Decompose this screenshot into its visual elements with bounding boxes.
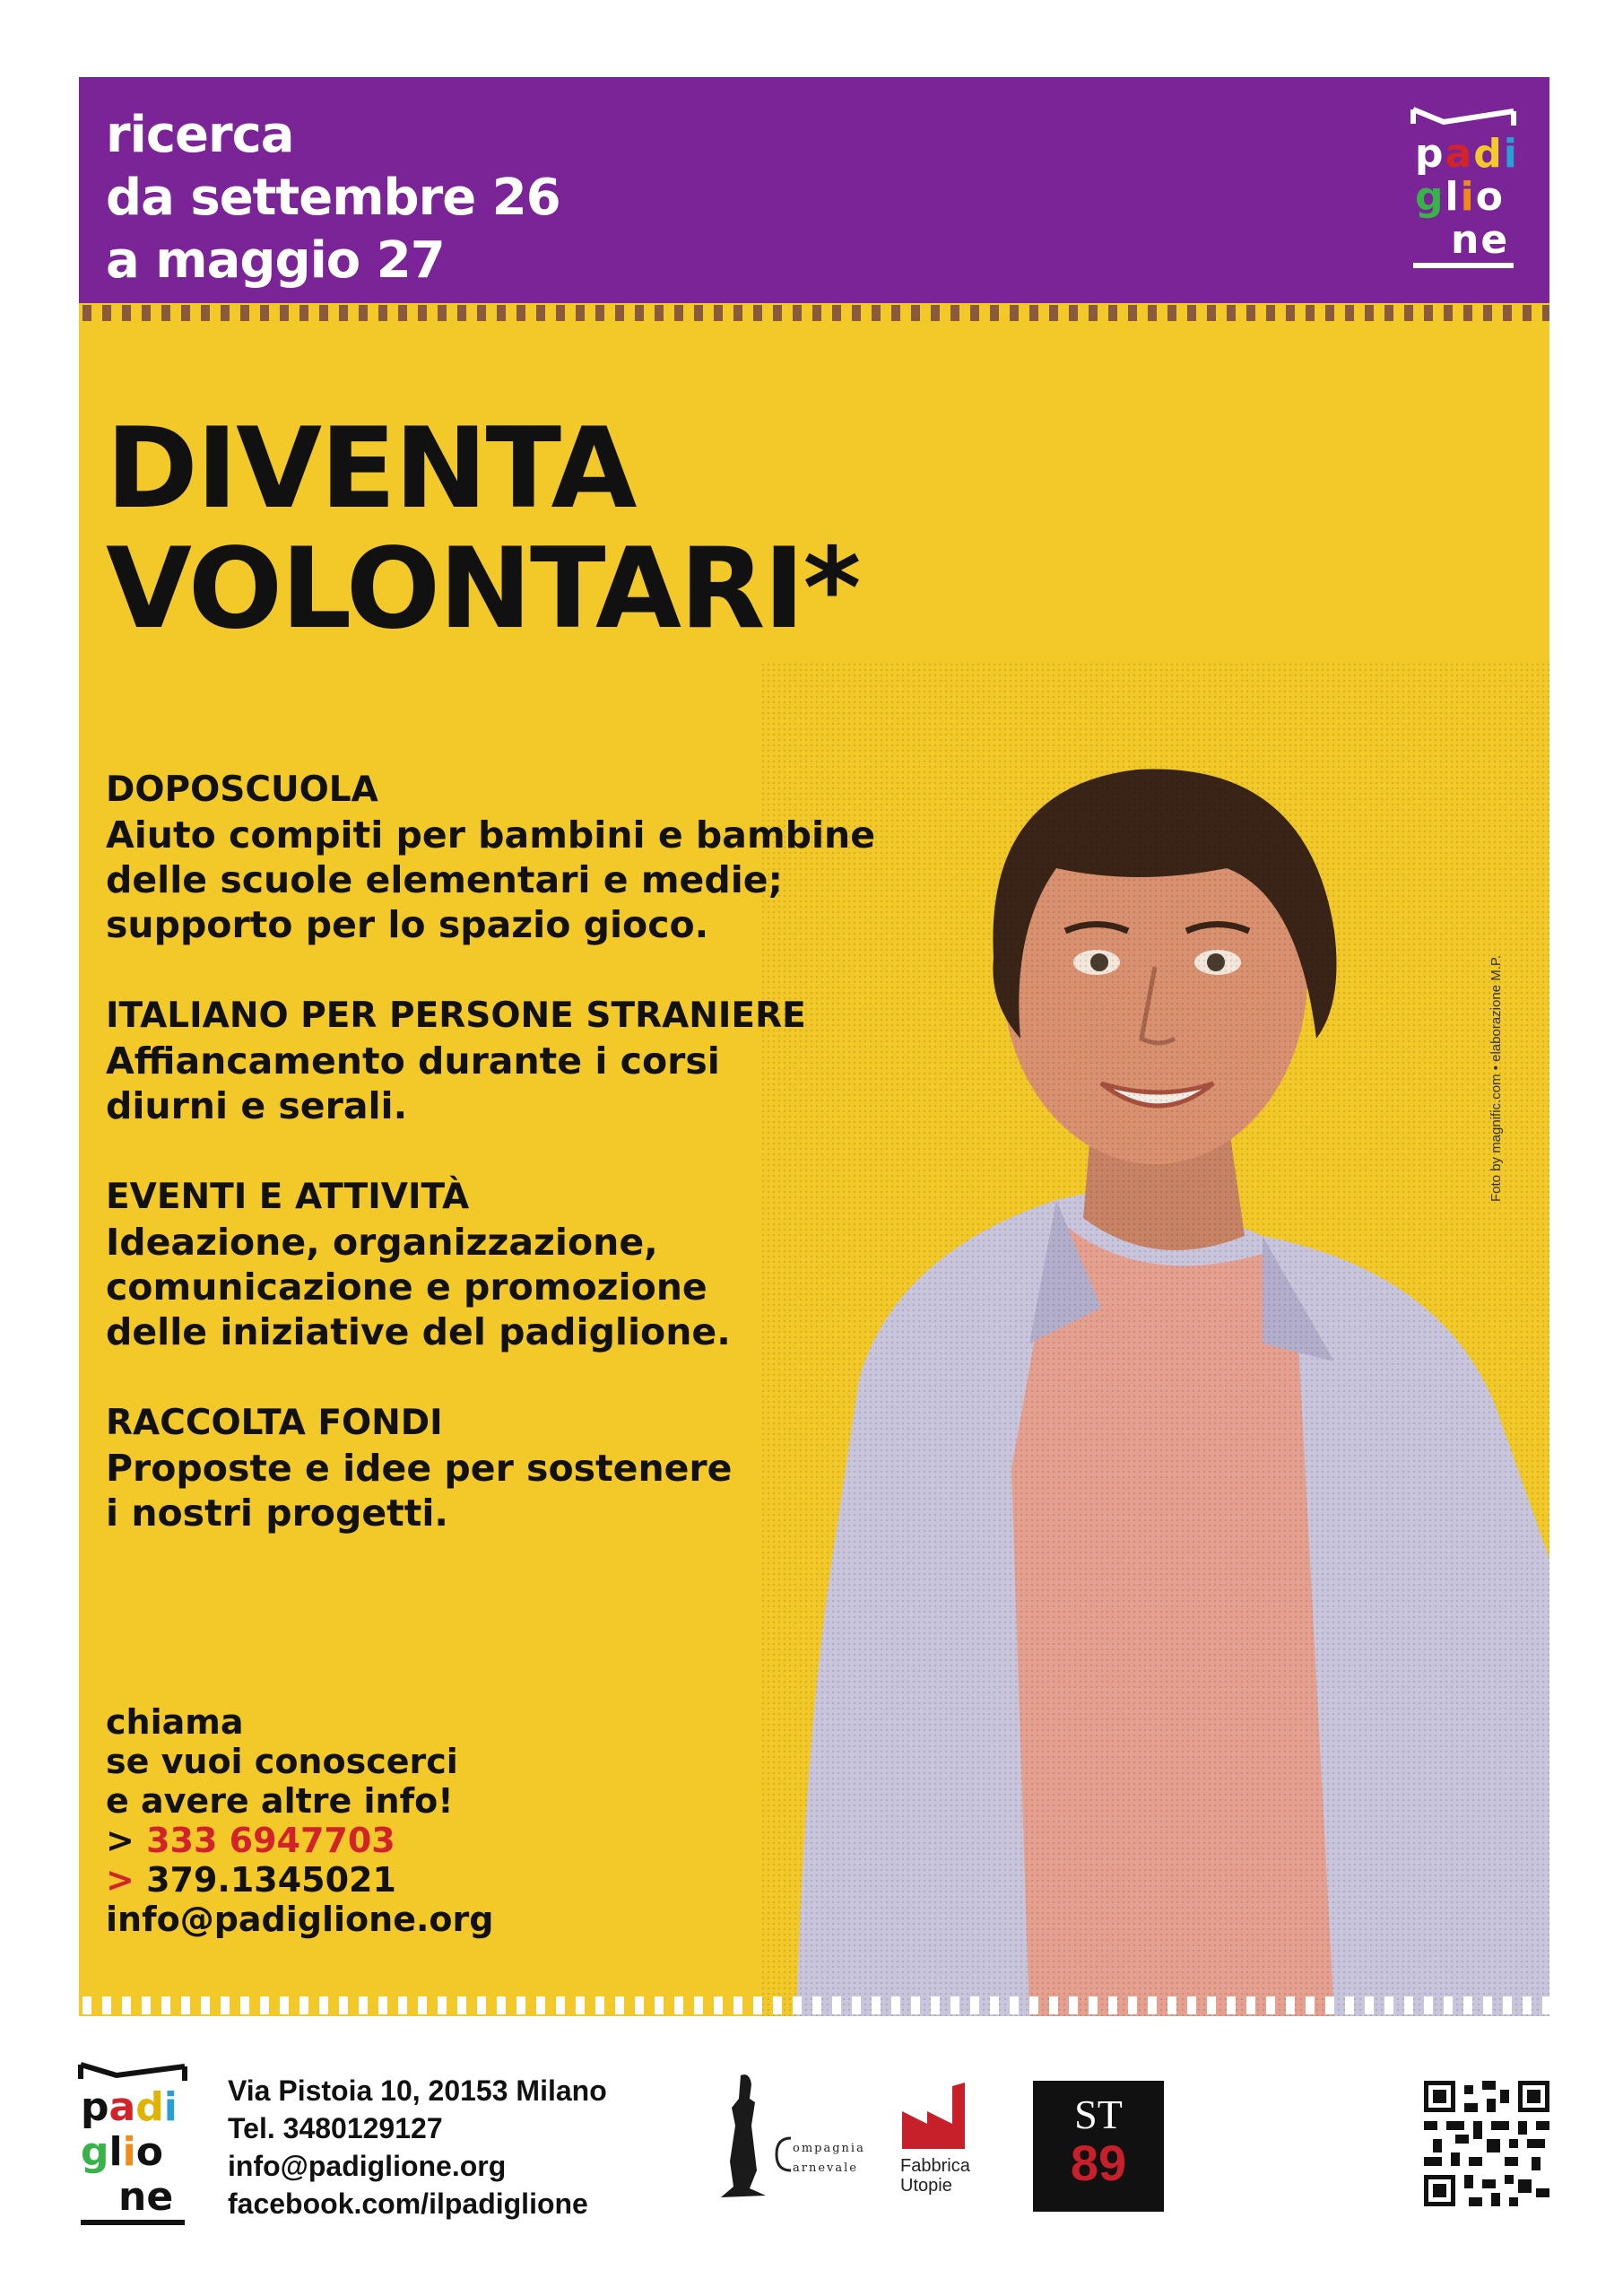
- section-body-line: Affiancamento durante i corsi: [106, 1039, 720, 1083]
- section-title: ITALIANO PER PERSONE STRANIERE: [106, 996, 806, 1036]
- header-line: a maggio 27: [106, 231, 445, 290]
- partner-text: 89: [1070, 2135, 1127, 2191]
- email-link[interactable]: info@padiglione.org: [228, 2150, 507, 2182]
- phone-line[interactable]: Tel. 3480129127: [228, 2112, 443, 2144]
- header-line: da settembre 26: [106, 169, 560, 227]
- contact-phone-2[interactable]: [106, 1860, 493, 1900]
- header-dates: [106, 104, 560, 292]
- contact-phone-1[interactable]: [106, 1821, 493, 1860]
- phone-number[interactable]: 379.1345021: [146, 1860, 396, 1900]
- phone-number[interactable]: 333 6947703: [146, 1821, 395, 1860]
- activity-sections: [106, 768, 913, 1582]
- section-raccolta-fondi: [106, 1401, 913, 1535]
- logo-text-ne: ne: [1451, 217, 1510, 263]
- bottom-stripe: [79, 1996, 1549, 2014]
- contact-line: se vuoi conoscerci: [106, 1742, 458, 1781]
- partner-text: arnevale: [793, 2161, 858, 2175]
- headline: [106, 404, 860, 654]
- section-body-line: Proposte e idee per sostenere: [106, 1447, 733, 1490]
- partner-compagnia-carnevale-logo: [714, 2072, 893, 2206]
- partner-st89-logo: [1033, 2081, 1164, 2212]
- padiglione-logo-top: [1408, 102, 1519, 273]
- partner-text: ompagnia: [793, 2142, 865, 2155]
- partner-fabbrica-utopie-logo: [900, 2079, 999, 2205]
- footer-address: [228, 2072, 607, 2222]
- headline-line-1: DIVENTA: [106, 404, 636, 534]
- section-body-line: Aiuto compiti per bambini e bambine: [106, 813, 876, 857]
- section-italiano: [106, 994, 913, 1128]
- headline-line-2: VOLONTARI*: [106, 525, 860, 654]
- photo-credit: Foto by magnific.com • elaborazione M.P.: [1488, 954, 1504, 1202]
- section-body-line: supporto per lo spazio gioco.: [106, 903, 709, 946]
- partner-text: Fabbrica: [900, 2156, 970, 2176]
- section-body-line: Ideazione, organizzazione,: [106, 1221, 658, 1264]
- partner-text: Utopie: [900, 2176, 952, 2196]
- arrow-icon: >: [106, 1821, 135, 1860]
- section-title: EVENTI E ATTIVITÀ: [106, 1177, 470, 1217]
- section-title: DOPOSCUOLA: [106, 770, 378, 810]
- section-body-line: comunicazione e promozione: [106, 1265, 707, 1309]
- facebook-link[interactable]: facebook.com/ilpadiglione: [228, 2187, 588, 2220]
- qr-code-icon[interactable]: [1424, 2081, 1549, 2206]
- section-body-line: i nostri progetti.: [106, 1492, 448, 1535]
- statue-icon: [714, 2072, 893, 2206]
- logo-text-glio: glio: [1415, 174, 1505, 220]
- padiglione-logo-footer: [77, 2056, 203, 2230]
- contact-line: chiama: [106, 1702, 244, 1742]
- partner-text: ST: [1074, 2092, 1123, 2137]
- logo-text-padi: padi: [81, 2084, 178, 2130]
- section-eventi: [106, 1175, 913, 1354]
- logo-text-padi: padi: [1415, 131, 1519, 177]
- header-line: ricerca: [106, 106, 294, 164]
- contact-block: [106, 1702, 493, 1939]
- contact-email[interactable]: info@padiglione.org: [106, 1900, 494, 1939]
- section-body-line: diurni e serali.: [106, 1084, 408, 1127]
- section-body-line: delle scuole elementari e medie;: [106, 858, 783, 901]
- section-title: RACCOLTA FONDI: [106, 1403, 443, 1443]
- factory-icon: [900, 2079, 990, 2151]
- section-doposcuola: [106, 768, 913, 947]
- logo-text-glio: glio: [81, 2129, 163, 2175]
- top-stripe: [79, 303, 1549, 321]
- logo-text-ne: ne: [118, 2174, 174, 2220]
- address-line: Via Pistoia 10, 20153 Milano: [228, 2074, 607, 2107]
- contact-line: e avere altre info!: [106, 1781, 454, 1821]
- arrow-icon: >: [106, 1860, 135, 1900]
- section-body-line: delle iniziative del padiglione.: [106, 1310, 731, 1353]
